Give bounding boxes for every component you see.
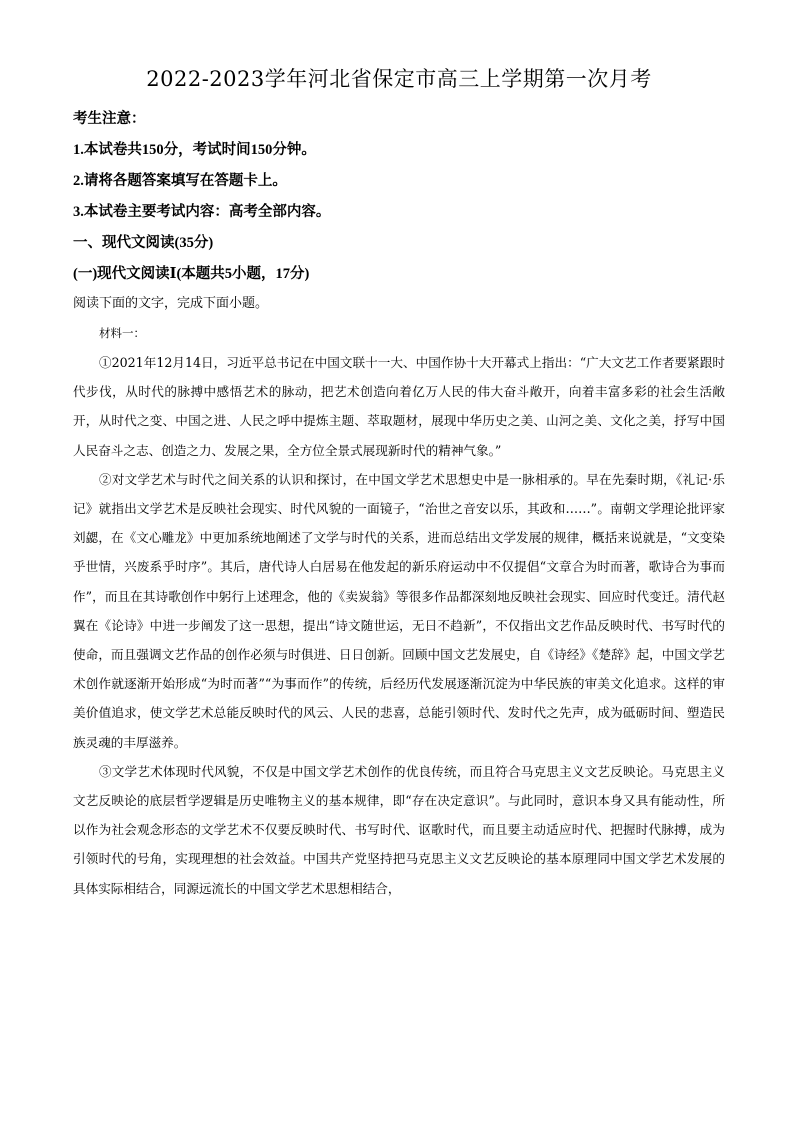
paragraph: ①2021年12月14日，习近平总书记在中国文联十一大、中国作协十大开幕式上指出：“广大文艺工作者要紧跟时代步伐，从时代的脉搏中感悟艺术的脉动，把艺术创造向着亿万人民的伟大奋斗敞开，向着丰富多彩的社会生活敞开，从时代之变、中国之进、人民之呼中提炼主题、萃取题材，展现中华历史之美、山河之美、文化之美，抒写中国人民奋斗之志、创造之力、发展之果，全方位全景式展现新时代的精神气象。”: [73, 355, 725, 458]
notice-item: 3.本试卷主要考试内容：高考全部内容。: [73, 204, 331, 220]
exam-page: [73, 62, 725, 903]
paragraph: ③文学艺术体现时代风貌，不仅是中国文学艺术创作的优良传统，而且符合马克思主义文艺反映论。马克思主义文艺反映论的底层哲学逻辑是历史唯物主义的基本规律，即“存在决定意识”。与此同时，意识本身又具有能动性，所以作为社会观念形态的文学艺术不仅要反映时代、书写时代、讴歌时代，而且要主动适应时代、把握时代脉搏，成为引领时代的号角，实现理想的社会效益。中国共产党坚持把马克思主义文艺反映论的基本原理同中国文学艺术发展的具体实际相结合，同源远流长的中国文学艺术思想相结合，: [73, 763, 725, 896]
material-label: 材料一：: [99, 326, 145, 340]
paragraph: ②对文学艺术与时代之间关系的认识和探讨，在中国文学艺术思想史中是一脉相承的。早在先秦时期，《礼记·乐记》就指出文学艺术是反映社会现实、时代风貌的一面镜子，“治世之音安以乐，其政和……”。南朝文学理论批评家刘勰，在《文心雕龙》中更加系统地阐述了文学与时代的关系，进而总结出文学发展的规律，概括来说就是，“文变染乎世情，兴废系乎时序”。其后，唐代诗人白居易在他发起的新乐府运动中不仅提倡“文章合为时而著，歌诗合为事而作”，而且在其诗歌创作中躬行上述理念，他的《卖炭翁》等很多作品都深刻地反映社会现实、回应时代变迁。清代赵翼在《论诗》中进一步阐发了这一思想，提出“诗文随世运，无日不趋新”，不仅指出文艺作品反映时代、书写时代的使命，而且强调文艺作品的创作必须与时俱进、日日创新。回顾中国文艺发展史，自《诗经》《楚辞》起，中国文学艺术创作就逐渐开始形成“为时而著”“为事而作”的传统，后经历代发展逐渐沉淀为中华民族的审美文化追求。这样的审美价值追求，使文学艺术总能反映时代的风云、人民的悲喜，总能引领时代、发时代之先声，成为砥砺时间、塑造民族灵魂的丰厚滋养。: [73, 471, 725, 750]
section-heading: 一、现代文阅读(35分): [73, 235, 214, 251]
notice-item: 2.请将各题答案填写在答题卡上。: [73, 173, 287, 189]
subsection-heading: (一)现代文阅读Ⅰ(本题共5小题，17分): [73, 266, 310, 282]
reading-instruction: 阅读下面的文字，完成下面小题。: [73, 296, 269, 311]
notice-item: 1.本试卷共150分，考试时间150分钟。: [73, 142, 316, 158]
notice-heading: 考生注意：: [73, 111, 146, 127]
notice-block: [73, 104, 725, 228]
article-body: [73, 348, 725, 903]
page-title: 2022-2023学年河北省保定市高三上学期第一次月考: [146, 67, 652, 91]
